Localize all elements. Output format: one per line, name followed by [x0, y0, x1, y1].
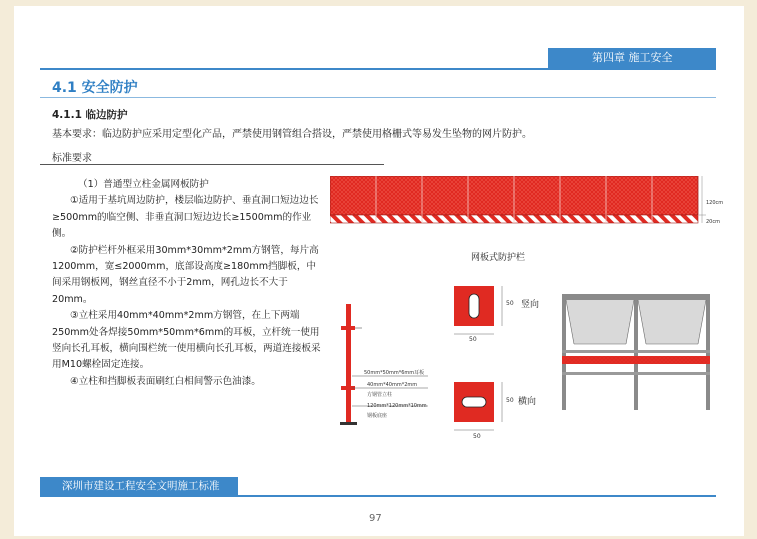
requirement-item-3: ③立柱采用40mm*40mm*2mm方钢管，在上下两端250mm处各焊接50mm*50mm*6mm的耳板，立杆统一使用竖向长孔耳板，横向围栏统一使用横向长孔耳板，两道连接板采用M10螺栓固定连接。 — [52, 310, 321, 371]
ear-vertical-dim-width: 50 — [469, 336, 477, 343]
subsection-title: 4.1.1 临边防护 — [52, 109, 128, 121]
ear-plate-horizontal — [452, 380, 512, 440]
ear-plate-vertical — [452, 284, 512, 344]
requirements-heading: （1）普通型立柱金属网板防护 — [78, 179, 209, 190]
post-label-tube-size: 40mm*40mm*2mm — [367, 382, 418, 388]
requirement-item-1: ①适用于基坑周边防护，楼层临边防护、垂直洞口短边边长≥500mm的临空侧、非垂直洞口短边边长≥1500mm的作业侧。 — [52, 195, 319, 240]
post-label-base: 钢板底座 — [367, 413, 388, 419]
fence-caption: 网板式防护栏 — [471, 253, 526, 263]
post-label-tube: 方钢管立柱 — [367, 392, 393, 398]
ear-vertical-dim-height: 50 — [506, 300, 514, 307]
ear-horizontal-dim-height: 50 — [506, 397, 514, 404]
requirement-item-2: ②防护栏杆外框采用30mm*30mm*2mm方钢管，每片高1200mm，宽≤2000mm，底部设高度≥180mm挡脚板，中间采用钢板网，钢丝直径不小于2mm，网孔边长不大于20mm。 — [52, 244, 319, 305]
footer-divider — [40, 495, 716, 497]
post-label-ear-plate: 50mm*50mm*6mm耳板 — [364, 370, 425, 376]
section-divider — [40, 97, 716, 98]
fence-assembly-view — [562, 292, 712, 412]
standard-label: 标准要求 — [52, 153, 92, 164]
page-number: 97 — [369, 513, 382, 524]
standard-divider — [40, 164, 384, 165]
fence-dim-bottom: 20cm — [706, 219, 720, 225]
basic-requirement: 基本要求：临边防护应采用定型化产品，严禁使用钢管组合搭设，严禁使用格栅式等易发生坠物的网片防护。 — [52, 129, 532, 140]
footer-title-tab: 深圳市建设工程安全文明施工标准 — [40, 477, 238, 496]
section-title: 4.1 安全防护 — [52, 80, 138, 96]
ear-vertical-label: 竖向 — [521, 300, 540, 310]
chapter-tab: 第四章 施工安全 — [548, 48, 716, 68]
chapter-divider — [40, 68, 716, 70]
post-diagram — [338, 298, 438, 430]
requirements-text — [52, 177, 322, 390]
ear-horizontal-dim-width: 50 — [473, 433, 481, 440]
ear-horizontal-label: 横向 — [518, 397, 537, 407]
post-label-base-size: 120mm*120mm*10mm — [367, 403, 427, 409]
fence-elevation-figure — [330, 176, 730, 230]
requirement-item-4: ④立柱和挡脚板表面刷红白相间警示色油漆。 — [70, 375, 261, 387]
fence-dim-top: 120cm — [706, 200, 724, 206]
